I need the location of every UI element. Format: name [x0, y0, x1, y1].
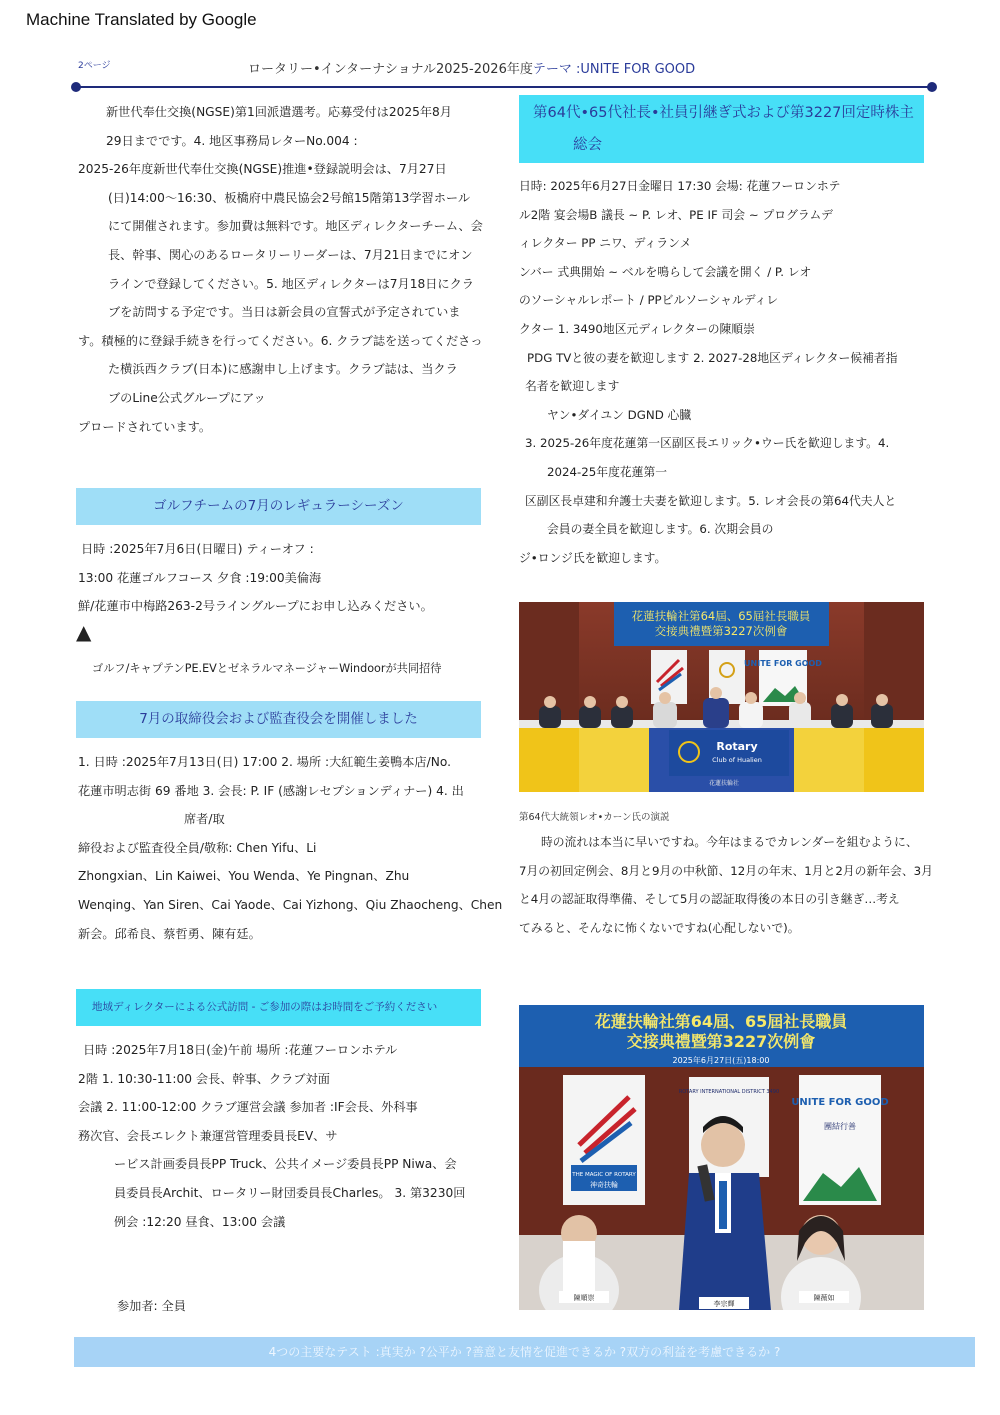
- page-number: 2ページ: [78, 61, 111, 71]
- text-line: 2階 1. 10:30-11:00 会長、幹事、クラブ対面: [78, 1071, 330, 1086]
- text-line: 席者/取: [184, 812, 225, 827]
- banner2-date: 2025年6月27日(五)18:00: [672, 1056, 770, 1065]
- text-line: 日時 :2025年7月18日(金)午前 場所 :花蓮フーロンホテル: [83, 1043, 398, 1057]
- text-line: と4月の認証取得準備、そして5月の認証取得後の本日の引き継ぎ…考え: [519, 892, 900, 907]
- table-sign: 花蓮扶輪社: [708, 780, 740, 787]
- header-theme: テーマ :UNITE FOR GOOD: [532, 62, 696, 77]
- ngse-paragraph: [78, 98, 488, 441]
- banner-line1: 花蓮扶輪社第64屆、65屆社長職員: [631, 609, 811, 623]
- name-card-mid: 李宗輝: [713, 1300, 735, 1308]
- rule-dot-left: [71, 82, 81, 92]
- poster-right-sub: 團結行善: [824, 1122, 856, 1131]
- poster-left-title: THE MAGIC OF ROTARY: [572, 1172, 636, 1178]
- golf-details: [78, 535, 488, 621]
- text-line: 日時: 2025年6月27日金曜日 17:30 会場: 花蓮フーロンホテ: [519, 179, 841, 193]
- text-line: ヤン•ダイユン DGND 心臓: [547, 407, 692, 422]
- text-line: ービス計画委員長PP Truck、公共イメージ委員長PP Niwa、会: [114, 1157, 457, 1172]
- heading-line: 総会: [573, 137, 602, 153]
- text-line: 1. 日時 :2025年7月13日(日) 17:00 2. 場所 :大紅範生姜鴨本店/No.: [78, 755, 451, 769]
- text-line: 時の流れは本当に早いですね。今年はまるでカレンダーを組むように、: [541, 835, 918, 849]
- banner2-line2: 交接典禮暨第3227次例會: [626, 1032, 816, 1051]
- text-line: 13:00 花蓮ゴルフコース 夕食 :19:00美倫海: [78, 570, 322, 585]
- golf-heading: ゴルフチームの7月のレギュラーシーズン: [76, 488, 481, 525]
- text-line: プロードされています。: [78, 419, 212, 434]
- text-line: 新会。邱希良、蔡哲勇、陳有廷。: [78, 926, 261, 941]
- text-line: 日時 :2025年7月6日(日曜日) ティーオフ :: [81, 542, 314, 556]
- header-title: [248, 58, 695, 77]
- board-details: [78, 748, 503, 948]
- text-line: 花蓮市明志街 69 番地 3. 会長: P. IF (感謝レセプションディナー) 4. 出: [78, 783, 464, 798]
- visit-attendees: 参加者: 全員: [117, 1299, 186, 1313]
- text-line: Zhongxian、Lin Kaiwei、You Wenda、Ye Pingnan、Zhu: [78, 869, 410, 884]
- machine-translated-label: Machine Translated by Google: [26, 10, 257, 29]
- text-line: 員委員長Archit、ロータリー財団委員長Charles。 3. 第3230回: [114, 1185, 466, 1200]
- text-line: 会員の妻全員を歓迎します。6. 次期会員の: [547, 522, 774, 537]
- text-line: クター 1. 3490地区元ディレクターの陳順崇: [519, 321, 755, 336]
- triangle-icon: ▲: [76, 620, 92, 644]
- speech-paragraph: [519, 828, 933, 942]
- text-line: ル2階 宴会場B 議長 ~ P. レオ、PE IF 司会 ~ プログラムデ: [519, 207, 833, 222]
- poster-mid-title: ROTARY INTERNATIONAL DISTRICT 3490: [678, 1089, 780, 1095]
- text-line: Wenqing、Yan Siren、Cai Yaode、Cai Yizhong、Qiu Zhaocheng、Chen: [78, 897, 503, 912]
- header-title-prefix: ロータリー•インターナショナル2025-2026年度: [248, 62, 533, 77]
- text-line: 務次官、会長エレクト兼運営管理委員長EV、サ: [78, 1128, 338, 1143]
- photo-caption: 第64代大統領レオ•カーン氏の演説: [519, 812, 670, 823]
- text-line: にて開催されます。参加費は無料です。地区ディレクターチーム、会: [108, 219, 483, 234]
- banner-line2: 交接典禮暨第3227次例會: [654, 624, 788, 638]
- text-line: ンバー 式典開始 ~ ベルを鳴らして会議を開く / P. レオ: [519, 264, 812, 279]
- text-line: 長、幹事、関心のあるロータリーリーダーは、7月21日までにオン: [108, 247, 473, 262]
- text-line: 29日までです。4. 地区事務局レターNo.004 :: [106, 133, 358, 148]
- text-line: す。積極的に登録手続きを行ってください。6. クラブ誌を送ってくださっ: [78, 333, 483, 348]
- text-line: ブのLine公式グループにアッ: [108, 390, 266, 405]
- text-line: 会議 2. 11:00-12:00 クラブ運営会議 参加者 :IF会長、外科事: [78, 1100, 418, 1115]
- text-line: のソーシャルレポート / PPビルソーシャルディレ: [519, 293, 779, 308]
- text-line: 2025-26年度新世代奉仕交換(NGSE)推進•登録説明会は、7月27日: [78, 162, 447, 177]
- text-line: た横浜西クラブ(日本)に感謝申し上げます。クラブ誌は、当クラ: [108, 362, 458, 377]
- text-line: 新世代奉仕交換(NGSE)第1回派遣選考。応募受付は2025年8月: [106, 105, 452, 119]
- speaker-photo: [519, 1005, 924, 1310]
- text-line: 3. 2025-26年度花蓮第一区副区長エリック•ウー氏を歓迎します。4.: [525, 436, 890, 451]
- name-card-left: 陳順崇: [573, 1294, 595, 1302]
- heading-line: 第64代•65代社長•社員引継ぎ式および第3227回定時株主: [533, 105, 914, 121]
- board-heading: 7月の取締役会および監査役会を開催しました: [76, 701, 481, 738]
- text-line: 2024-25年度花蓮第一: [547, 464, 668, 479]
- text-line: 7月の初回定例会、8月と9月の中秋節、12月の年末、1月と2月の新年会、3月: [519, 863, 933, 878]
- golf-note: ゴルフ/キャプテンPE.EVとゼネラルマネージャーWindoorが共同招待: [92, 662, 442, 675]
- text-line: ィレクター PP ニワ、ディランメ: [519, 236, 692, 251]
- text-line: 例会 :12:20 昼食、13:00 会議: [114, 1214, 286, 1229]
- text-line: 締役および監査役全員/敬称: Chen Yifu、Li: [78, 840, 317, 855]
- flag-club: Club of Hualien: [712, 756, 762, 764]
- text-line: ジ•ロンジ氏を歓迎します。: [519, 550, 667, 565]
- text-line: (日)14:00〜16:30、板橋府中農民協会2号館15階第13学習ホール: [108, 190, 471, 205]
- rule-dot-right: [927, 82, 937, 92]
- header-rule: [76, 86, 932, 88]
- visit-heading: 地域ディレクターによる公式訪問 - ご参加の際はお時間をご予約ください: [76, 989, 481, 1026]
- handover-details: [519, 172, 929, 572]
- text-line: 鮮/花蓮市中梅路263-2号ライングループにお申し込みください。: [78, 599, 433, 614]
- unite-poster: UNITE FOR GOOD: [744, 659, 822, 668]
- handover-heading: [519, 95, 924, 163]
- text-line: 名者を歓迎します: [525, 379, 620, 394]
- text-line: ブを訪問する予定です。当日は新会員の宣誓式が予定されていま: [108, 305, 461, 320]
- poster-left-sub: 神奇扶輪: [590, 1181, 618, 1189]
- text-line: てみると、そんなに怖くないですね(心配しないで)。: [519, 920, 800, 935]
- text-line: ラインで登録してください。5. 地区ディレクターは7月18日にクラ: [108, 276, 474, 291]
- name-card-right: 陳薇如: [813, 1294, 835, 1302]
- visit-details: [78, 1036, 488, 1236]
- handover-photo: [519, 602, 924, 792]
- poster-right-title: UNITE FOR GOOD: [791, 1097, 889, 1108]
- four-way-test-footer: 4つの主要なテスト :真実か ?公平か ?善意と友情を促進できるか ?双方の利益を考慮できるか ?: [74, 1337, 975, 1367]
- flag-rotary: Rotary: [716, 740, 758, 753]
- text-line: PDG TVと彼の妻を歓迎します 2. 2027-28地区ディレクター候補者指: [527, 350, 898, 365]
- text-line: 区副区長卓建和弁護士夫妻を歓迎します。5. レオ会長の第64代夫人と: [525, 493, 897, 508]
- banner2-line1: 花蓮扶輪社第64屆、65屆社長職員: [594, 1012, 848, 1031]
